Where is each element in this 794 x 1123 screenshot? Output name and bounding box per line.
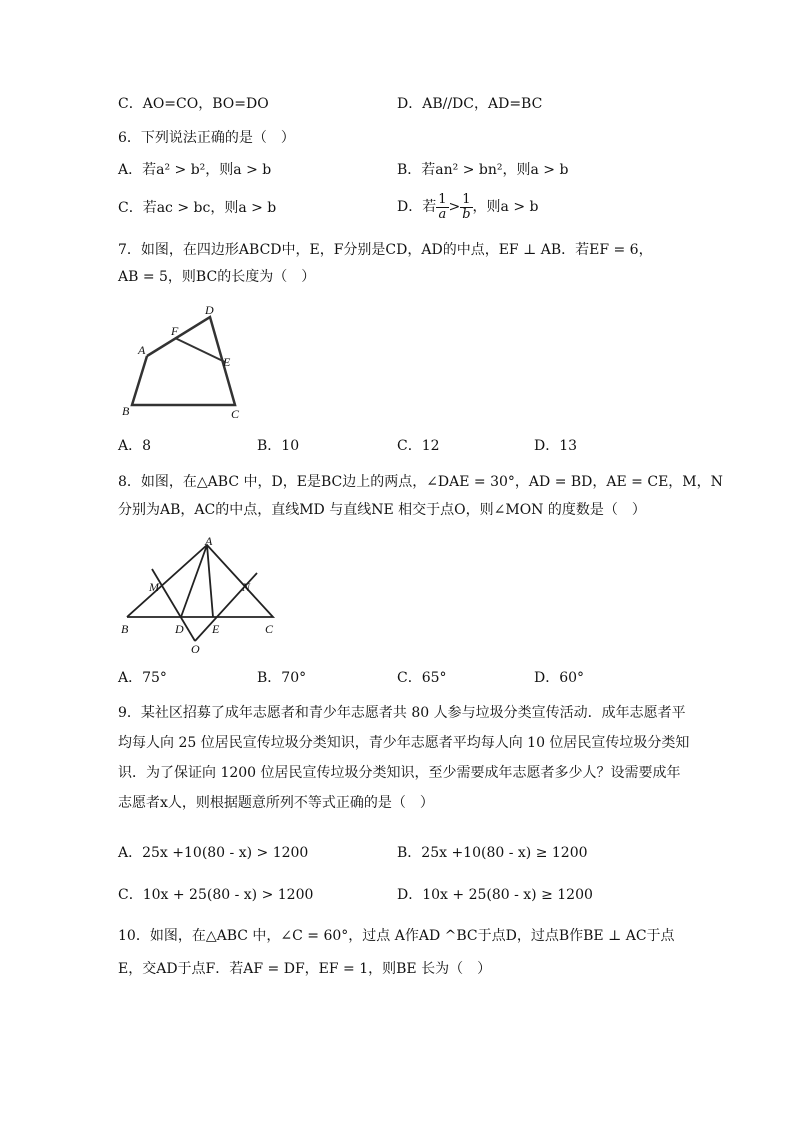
- q6-option-d-suffix: ，则a > b: [472, 199, 539, 215]
- q9-stem-line-4: 志愿者x人，则根据题意所列不等式正确的是（ ）: [118, 795, 434, 811]
- q7-quadrilateral-figure: [110, 300, 260, 425]
- q10-stem-line-1: 10．如图，在△ABC 中，∠C = 60°，过点 A作AD ^BC于点D，过点B作BE ⊥ AC于点: [118, 928, 675, 944]
- q9-option-d: D．10x + 25(80 - x) ≥ 1200: [397, 887, 593, 903]
- label-d: D: [175, 622, 184, 636]
- label-n: N: [242, 580, 251, 594]
- fraction-denominator: b: [462, 206, 471, 222]
- q8-option-a: A．75°: [118, 670, 167, 686]
- q8-option-c: C．65°: [397, 670, 447, 686]
- label-d: D: [205, 303, 214, 317]
- q6-option-a: A．若a² > b²，则a > b: [118, 162, 272, 178]
- label-a: A: [205, 535, 213, 548]
- q8-triangle-figure: [115, 535, 285, 660]
- label-e: E: [223, 355, 231, 369]
- q6-option-b: B．若an² > bn²，则a > b: [397, 162, 569, 178]
- q8-stem-line-1: 8．如图，在△ABC 中，D，E是BC边上的两点，∠DAE = 30°，AD = BD，AE = CE，M，N: [118, 474, 723, 490]
- quadrilateral-abcd: [132, 317, 235, 405]
- q5-option-c: C．AO=CO，BO=DO: [118, 96, 269, 112]
- q6-option-d-prefix: D．若: [397, 199, 437, 215]
- q9-stem-line-2: 均每人向 25 位居民宣传垃圾分类知识，青少年志愿者平均每人向 10 位居民宣传垃圾分类知: [118, 735, 690, 751]
- q7-option-d: D．13: [534, 438, 578, 454]
- q8-stem-line-2: 分别为AB，AC的中点，直线MD 与直线NE 相交于点O，则∠MON 的度数是（ ）: [118, 502, 646, 518]
- label-b: B: [122, 404, 130, 418]
- label-o: O: [191, 642, 200, 656]
- fraction-numerator: 1: [438, 191, 447, 207]
- label-c: C: [265, 622, 274, 636]
- label-m: M: [149, 580, 159, 594]
- q9-stem-line-3: 识．为了保证向 1200 位居民宣传垃圾分类知识，至少需要成年志愿者多少人？设需要成年: [118, 765, 681, 781]
- q6-option-d-fraction-1: [436, 193, 448, 222]
- fraction-numerator: 1: [462, 191, 471, 207]
- q9-option-b: B．25x +10(80 - x) ≥ 1200: [397, 845, 588, 861]
- segment-ae: [207, 545, 213, 617]
- q8-option-d: D．60°: [534, 670, 585, 686]
- q6-option-d-fraction-2: [460, 193, 472, 222]
- q5-option-d: D．AB//DC，AD=BC: [397, 96, 543, 112]
- q6-option-c: C．若ac > bc，则a > b: [118, 200, 277, 216]
- q7-stem-line-2: AB = 5，则BC的长度为（ ）: [118, 269, 316, 285]
- q9-stem-line-1: 9．某社区招募了成年志愿者和青少年志愿者共 80 人参与垃圾分类宣传活动．成年志愿者平: [118, 705, 686, 721]
- label-f: F: [171, 324, 179, 338]
- q9-option-a: A．25x +10(80 - x) > 1200: [118, 845, 309, 861]
- q6-option-d: [397, 190, 538, 224]
- q9-option-c: C．10x + 25(80 - x) > 1200: [118, 887, 314, 903]
- label-a: A: [138, 343, 146, 357]
- label-b: B: [121, 622, 129, 636]
- q6-option-d-gt: >: [448, 199, 461, 215]
- q10-stem-line-2: E，交AD于点F．若AF = DF，EF = 1，则BE 长为（ ）: [118, 961, 492, 977]
- q7-stem-line-1: 7．如图，在四边形ABCD中，E，F分别是CD，AD的中点，EF ⊥ AB．若EF = 6，: [118, 242, 653, 258]
- label-e: E: [212, 622, 220, 636]
- label-c: C: [231, 407, 240, 421]
- q8-option-b: B．70°: [257, 670, 307, 686]
- q7-option-b: B．10: [257, 438, 300, 454]
- fraction-denominator: a: [438, 206, 447, 222]
- q7-option-c: C．12: [397, 438, 440, 454]
- q7-option-a: A．8: [118, 438, 152, 454]
- q6-stem: 6．下列说法正确的是（ ）: [118, 130, 295, 146]
